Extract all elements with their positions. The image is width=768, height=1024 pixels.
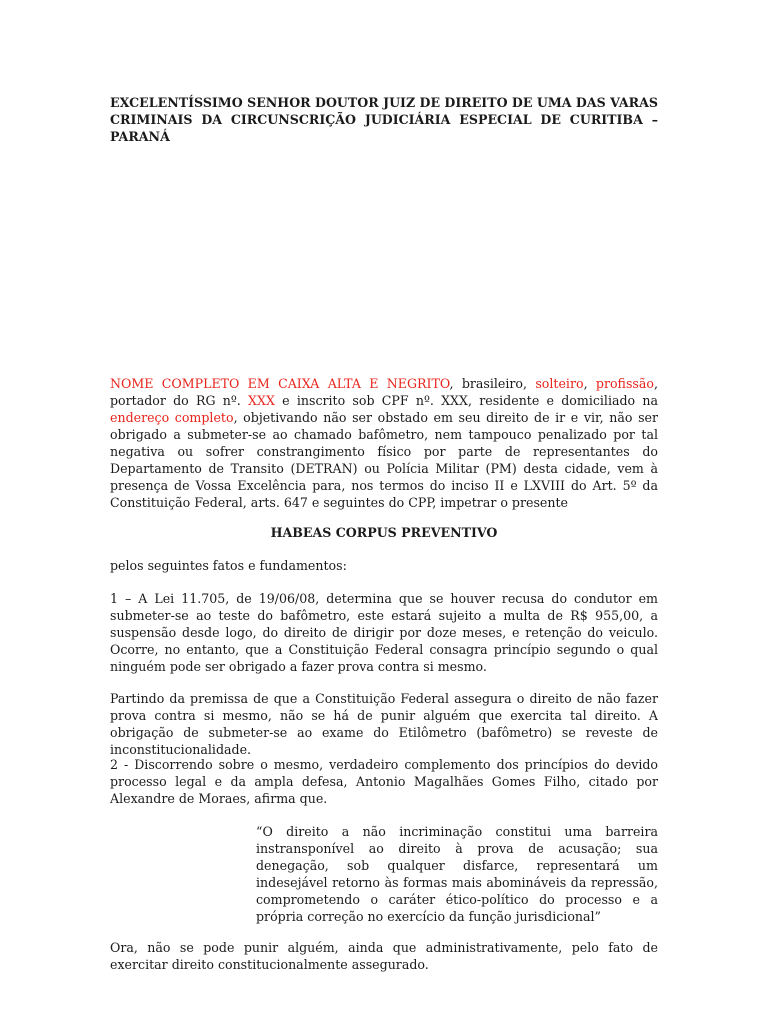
- address-placeholder: endereço completo: [110, 410, 234, 425]
- intro-text-5: , objetivando não ser obstado em seu direito de ir e vir, não ser obrigado a submeter-se ao chamado bafômetro, nem tampouco penalizado por tal negativa ou sofrer constrangimento físico por parte de representantes do Departamento de Transito (DETRAN) ou Polícia Militar (PM) desta cidade, vem à presença de Vossa Excelência para, nos termos do inciso II e LXVIII do Art. 5º da Constituição Federal, arts. 647 e seguintes do CPP, impetrar o presente: [110, 410, 658, 510]
- paragraph-premise: Partindo da premissa de que a Constituição Federal assegura o direito de não fazer prova contra si mesmo, não se há de punir alguém que exercita tal direito. A obrigação de submeter-se ao exame do Etilômetro (bafômetro) se reveste de inconstitucionalidade.: [110, 691, 658, 757]
- paragraph-doctrine: 2 - Discorrendo sobre o mesmo, verdadeiro complemento dos princípios do devido processo legal e da ampla defesa, Antonio Magalhães Gomes Filho, citado por Alexandre de Moraes, afirma que.: [110, 757, 658, 806]
- profession-placeholder: profissão: [595, 376, 654, 391]
- facts-intro-line: pelos seguintes fatos e fundamentos:: [110, 558, 347, 573]
- intro-text-1: , brasileiro,: [449, 376, 536, 391]
- name-placeholder: NOME COMPLETO EM CAIXA ALTA E NEGRITO: [110, 376, 450, 391]
- intro-text-3: , portador do RG nº.: [110, 376, 658, 408]
- intro-text-4: e inscrito sob CPF nº. XXX, residente e domiciliado na: [274, 393, 658, 408]
- intro-text-2: ,: [583, 376, 596, 391]
- paragraph-conclusion: Ora, não se pode punir alguém, ainda que administrativamente, pelo fato de exercitar direito constitucionalmente assegurado.: [110, 940, 658, 972]
- paragraph-law-11705: 1 – A Lei 11.705, de 19/06/08, determina que se houver recusa do condutor em submeter-se ao teste do bafômetro, este estará sujeito a multa de R$ 955,00, a suspensão desde logo, do direito de dirigir por doze meses, e retenção do veiculo. Ocorre, no entanto, que a Constituição Federal consagra princípio segundo o qual ninguém pode ser obrigado a fazer prova contra si mesmo.: [110, 591, 658, 674]
- petitioner-qualification-paragraph: [110, 375, 658, 511]
- civil-status-placeholder: solteiro: [535, 376, 584, 391]
- habeas-corpus-title: HABEAS CORPUS PREVENTIVO: [270, 525, 498, 540]
- court-address-header: EXCELENTÍSSIMO SENHOR DOUTOR JUIZ DE DIREITO DE UMA DAS VARAS CRIMINAIS DA CIRCUNSCRIÇÃO JUDICIÁRIA ESPECIAL DE CURITIBA –PARANÁ: [110, 95, 658, 144]
- doctrine-quote: “O direito a não incriminação constitui uma barreira instransponível ao direito à prova de acusação; sua denegação, sob qualquer disfarce, representará um indesejável retorno às formas mais abomináveis da repressão, comprometendo o caráter ético-político do processo e a própria correção no exercício da função jurisdicional”: [256, 824, 658, 924]
- rg-placeholder: XXX: [248, 393, 275, 408]
